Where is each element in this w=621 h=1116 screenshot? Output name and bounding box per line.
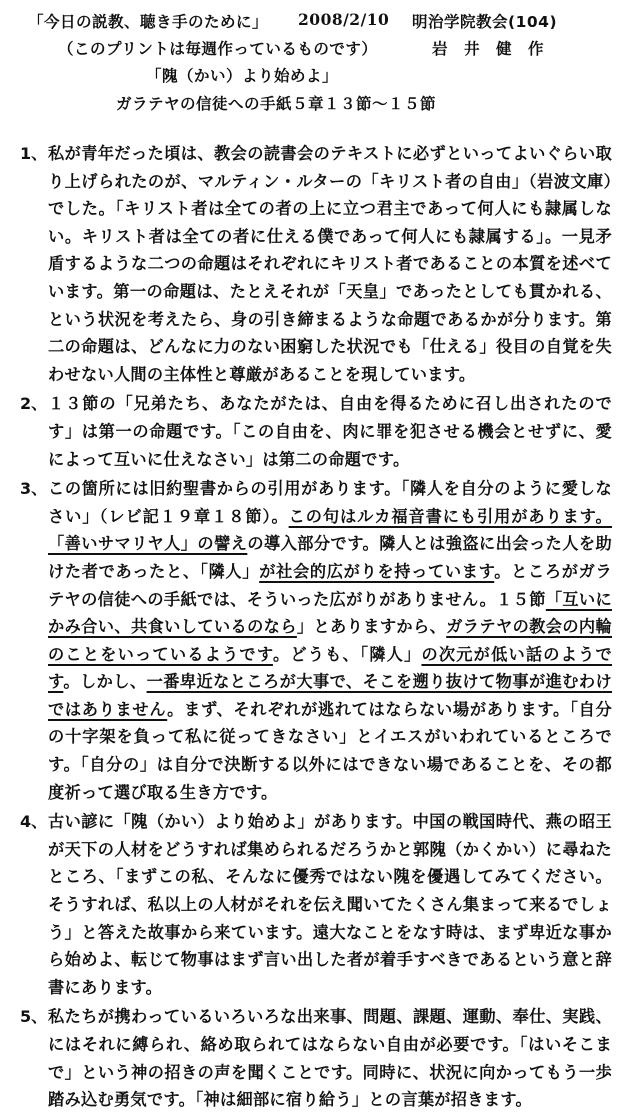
- sermon-body: [20, 140, 612, 1116]
- section-number: 3、: [20, 479, 48, 499]
- text-run: 。しかし、: [63, 672, 147, 692]
- underlined-phrase: 「善いサマリヤ人」の譬え: [48, 534, 248, 554]
- text-run: 。まず、それぞれが逃れてはならない場があります。「自分の十字架を負って私に従ってきなさい」とイエスがいわれているところです。「自分の」は自分で決断する以外にはできない場であることを、その都度祈って選び取る生き方です。: [48, 699, 612, 802]
- sermon-date: 2008/2/10: [298, 10, 390, 29]
- scripture-reference: ガラテヤの信徒への手紙５章１３節〜１５節: [116, 95, 437, 113]
- text-run: の導入部分です。隣人とは強盗に出会った人を助けた者であったと、「隣人」: [48, 534, 612, 581]
- text-run: 古い諺に「隗（かい）より始めよ」があります。中国の戦国時代、燕の昭王が天下の人材をどうすれば集められるだろうかと郭隗（かくかい）に尋ねたところ、「まずこの私、そんなに優秀ではない隗を優遇してみてください。そうすれば、私以上の人材がそれを伝え聞いてたくさん集まって来るでしょう」と答えた故事から来ています。遠大なことをなす時は、まず卑近な事から始めよ、転じて物事はまず言い出した者が着手すべきであるという意と辞書にあります。: [48, 812, 612, 997]
- section-number: 5、: [20, 1007, 48, 1027]
- text-run: １３節の「兄弟たち、あなたがたは、自由を得るために召し出されたのです」は第一の命題です。「この自由を、肉に罪を犯させる機会とせずに、愛によって互いに仕えなさい」は第二の命題です。: [48, 394, 612, 469]
- church-name: 明治学院教会(104): [412, 13, 558, 31]
- section-text: [48, 475, 612, 806]
- underlined-phrase: ガラテヤの教会の内輪のことをいっているようです: [48, 617, 613, 664]
- text-run: 。ところがガラテヤの信徒への手紙では、そういった広がりがありません。１５節: [48, 561, 612, 609]
- underlined-phrase: が社会的広がりを持っています: [259, 561, 495, 581]
- underlined-phrase: 一番卑近なところが大事で、そこを遡り抜けて物事が進むわけではありません: [48, 672, 613, 719]
- section-number: 1、: [20, 144, 48, 163]
- author-name: 岩 井 健 作: [432, 40, 545, 58]
- underlined-phrase: の次元が低い話のようです: [48, 644, 612, 692]
- text-run: 。どうも、「隣人」: [272, 644, 422, 664]
- sermon-title: 「隗（かい）より始めよ」: [146, 67, 339, 85]
- section-text: [48, 808, 612, 1001]
- section-text: [48, 140, 612, 388]
- text-run: 私が青年だった頃は、教会の読書会のテキストに必ずといってよいぐらい取り上げられたのが、マルティン・ルターの「キリスト者の自由」（岩波文庫）でした。「キリスト者は全ての者の上に立つ君主であって何人にも隷属しない。キリスト者は全ての者に仕える僕であって何人にも隷属する」。一見矛盾するような二つの命題はそれぞれにキリスト者であることの本質を述べています。第一の命題は、たとえそれが「天皇」であったとしても貫かれる、という状況を考えたら、身の引き締まるような命題であるかが分ります。第二の命題は、どんなに力のない困窮した状況でも「仕える」役目の自覚を失わせない人間の主体性と尊厳があることを現しています。: [48, 144, 612, 384]
- underlined-phrase: 「互いにかみ合い、共食いしているのなら: [48, 589, 612, 637]
- section-5: [20, 1003, 612, 1113]
- section-number: 2、: [20, 394, 48, 414]
- text-run: 私たちが携わっているいろいろな出来事、問題、課題、運動、奉仕、実践、にはそれに縛られ、絡め取られてはならない自由が必要です。「はいそこまで」という神の招きの声を聞くことです。同時に、状況に向かってもう一歩踏み込む勇気です。「神は細部に宿り給う」との言葉が招きます。: [48, 1007, 612, 1110]
- print-subtitle: （このプリントは毎週作っているものです）: [58, 40, 378, 58]
- section-2: [20, 390, 612, 473]
- section-number: 4、: [20, 812, 48, 832]
- section-text: [48, 1003, 612, 1113]
- section-3: [20, 475, 612, 806]
- section-1: [20, 140, 612, 388]
- underlined-phrase: この句はルカ福音書にも引用があります。: [288, 506, 612, 526]
- section-text: [48, 390, 612, 473]
- text-run: この箇所には旧約聖書からの引用があります。「隣人を自分のように愛しなさい」（レビ記１９章１８節）。: [48, 479, 612, 526]
- sermon-label: 「今日の説教、聴き手のために」: [28, 13, 269, 31]
- section-4: [20, 808, 612, 1001]
- text-run: 」とありますから、: [296, 617, 447, 637]
